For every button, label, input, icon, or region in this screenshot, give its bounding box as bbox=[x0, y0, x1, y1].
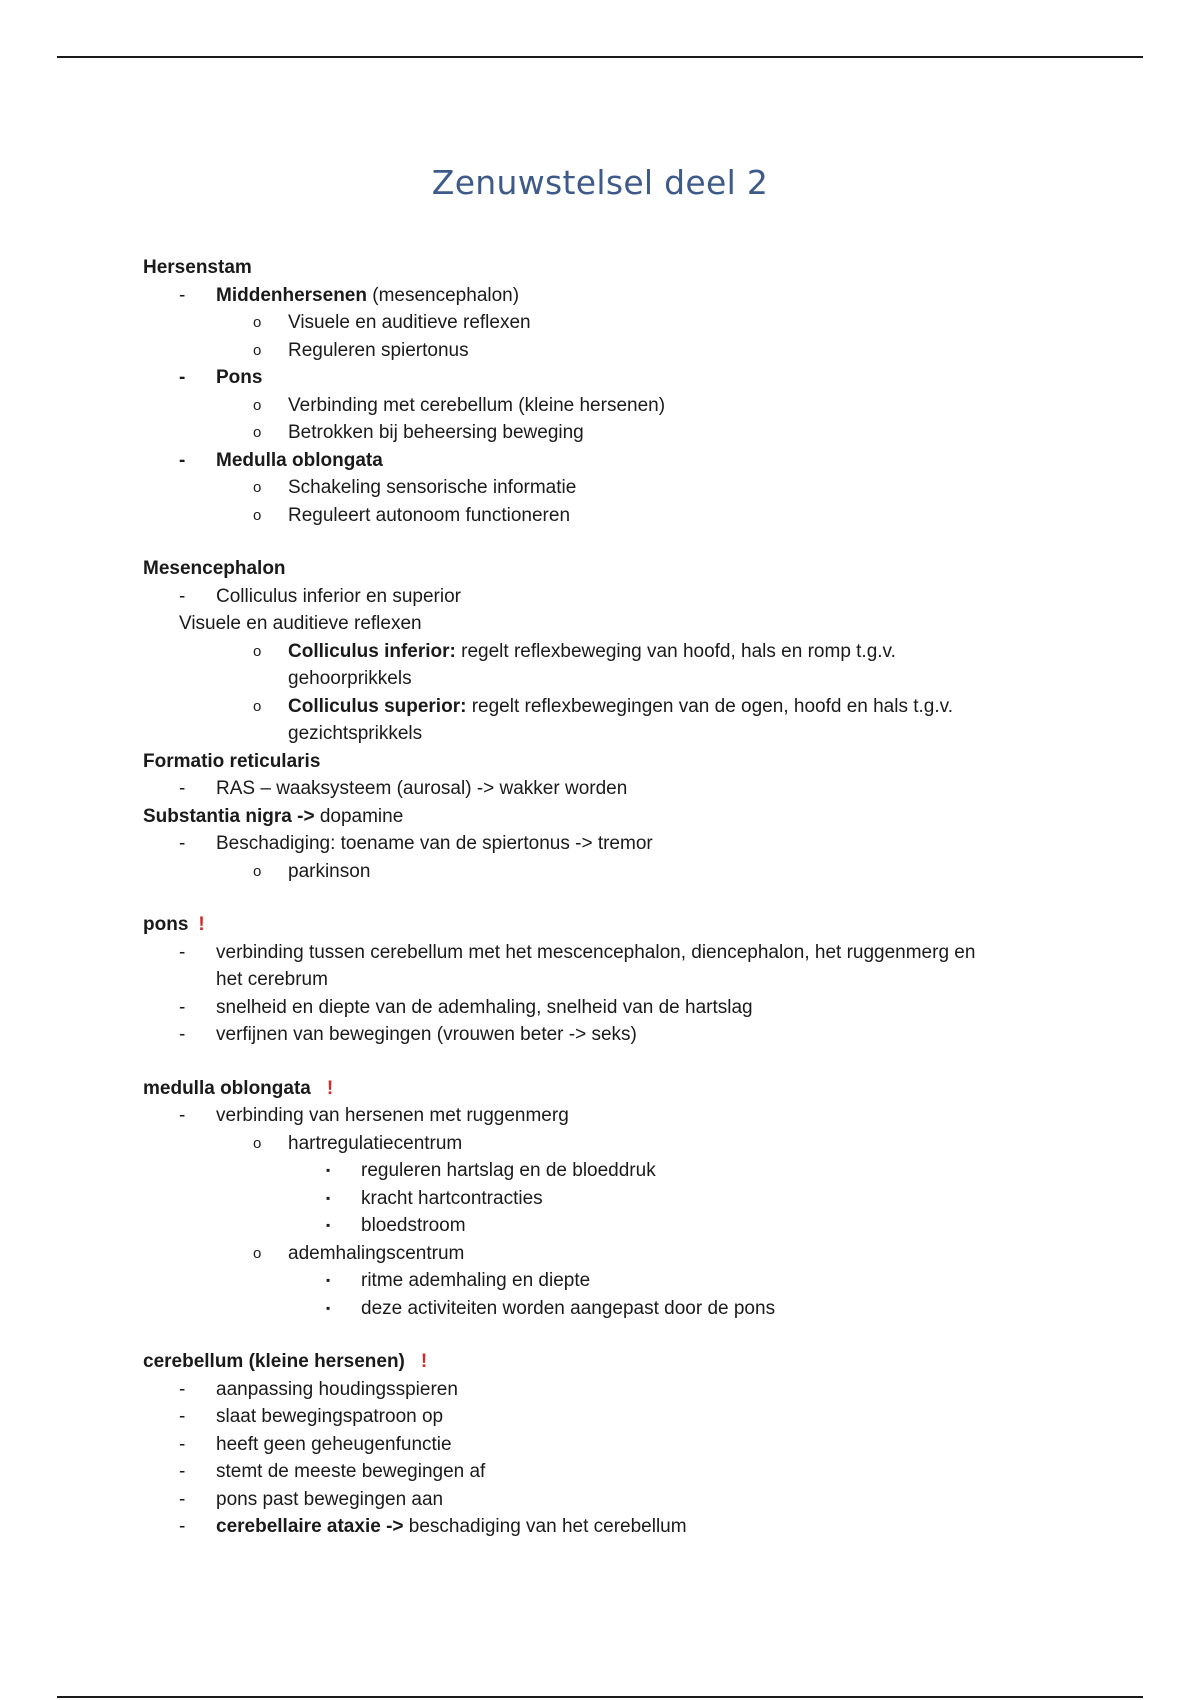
list-item: o hartregulatiecentrum bbox=[253, 1132, 463, 1154]
section-heading-cerebellum: cerebellum (kleine hersenen) ! bbox=[143, 1351, 428, 1372]
exclamation-icon: ! bbox=[326, 1077, 334, 1099]
list-item: - verbinding van hersenen met ruggenmerg bbox=[179, 1105, 569, 1126]
exclamation-icon: ! bbox=[198, 914, 205, 935]
list-item: - verbinding tussen cerebellum met het mescencephalon, diencephalon, het ruggenmerg en bbox=[179, 941, 976, 963]
page-title: Zenuwstelsel deel 2 bbox=[431, 163, 769, 202]
list-item: Visuele en auditieve reflexen bbox=[179, 613, 422, 634]
list-item: - RAS – waaksysteem (aurosal) -> wakker worden bbox=[179, 778, 628, 799]
section-heading-formatio: Formatio reticularis bbox=[143, 750, 321, 772]
section-heading-medulla: medulla oblongata ! bbox=[143, 1077, 334, 1099]
bottom-rule bbox=[57, 1696, 1143, 1698]
list-item: - verfijnen van bewegingen (vrouwen beter -> seks) bbox=[179, 1024, 637, 1045]
list-item: o Verbinding met cerebellum (kleine hersenen) bbox=[253, 394, 666, 416]
list-item: - Beschadiging: toename van de spiertonus -> tremor bbox=[179, 833, 653, 854]
list-item: o Schakeling sensorische informatie bbox=[253, 477, 577, 498]
list-item: - aanpassing houdingsspieren bbox=[179, 1378, 458, 1400]
list-item-continuation: gehoorprikkels bbox=[288, 668, 412, 689]
list-item: o Colliculus inferior: regelt reflexbeweging van hoofd, hals en romp t.g.v. bbox=[253, 640, 896, 662]
section-heading-substantia: Substantia nigra -> dopamine bbox=[143, 805, 404, 827]
list-item: ▪ kracht hartcontracties bbox=[326, 1187, 543, 1209]
document-body bbox=[143, 254, 1103, 1541]
list-item: - Middenhersenen (mesencephalon) bbox=[179, 284, 520, 306]
list-item: - slaat bewegingspatroon op bbox=[179, 1406, 444, 1427]
list-item-continuation: gezichtsprikkels bbox=[288, 723, 423, 744]
list-item: - pons past bewegingen aan bbox=[179, 1488, 444, 1510]
list-item: - snelheid en diepte van de ademhaling, snelheid van de hartslag bbox=[179, 996, 753, 1018]
list-item: ▪ reguleren hartslag en de bloeddruk bbox=[326, 1160, 656, 1181]
exclamation-icon: ! bbox=[420, 1351, 428, 1372]
section-heading-hersenstam: Hersenstam bbox=[143, 257, 252, 278]
list-item: ▪ bloedstroom bbox=[326, 1215, 466, 1236]
top-rule bbox=[57, 56, 1143, 58]
section-heading-mesencephalon: Mesencephalon bbox=[143, 558, 286, 579]
list-item: o Reguleren spiertonus bbox=[253, 339, 469, 361]
list-item: - Colliculus inferior en superior bbox=[179, 585, 461, 607]
list-item: o ademhalingscentrum bbox=[253, 1242, 465, 1264]
list-item-continuation: het cerebrum bbox=[216, 969, 328, 990]
list-item: - stemt de meeste bewegingen af bbox=[179, 1461, 486, 1482]
list-item: - heeft geen geheugenfunctie bbox=[179, 1433, 452, 1455]
list-item: - Medulla oblongata bbox=[179, 449, 383, 471]
list-item: o Betrokken bij beheersing beweging bbox=[253, 422, 584, 443]
list-item: - Pons bbox=[179, 367, 263, 388]
list-item: o parkinson bbox=[253, 860, 371, 882]
list-item: - cerebellaire ataxie -> beschadiging van het cerebellum bbox=[179, 1516, 687, 1537]
list-item: ▪ ritme ademhaling en diepte bbox=[326, 1270, 591, 1291]
section-heading-pons: pons ! bbox=[143, 914, 205, 935]
list-item: o Reguleert autonoom functioneren bbox=[253, 504, 571, 526]
list-item: ▪ deze activiteiten worden aangepast door de pons bbox=[326, 1297, 776, 1319]
list-item: o Visuele en auditieve reflexen bbox=[253, 312, 531, 333]
list-item: o Colliculus superior: regelt reflexbewegingen van de ogen, hoofd en hals t.g.v. bbox=[253, 695, 954, 717]
